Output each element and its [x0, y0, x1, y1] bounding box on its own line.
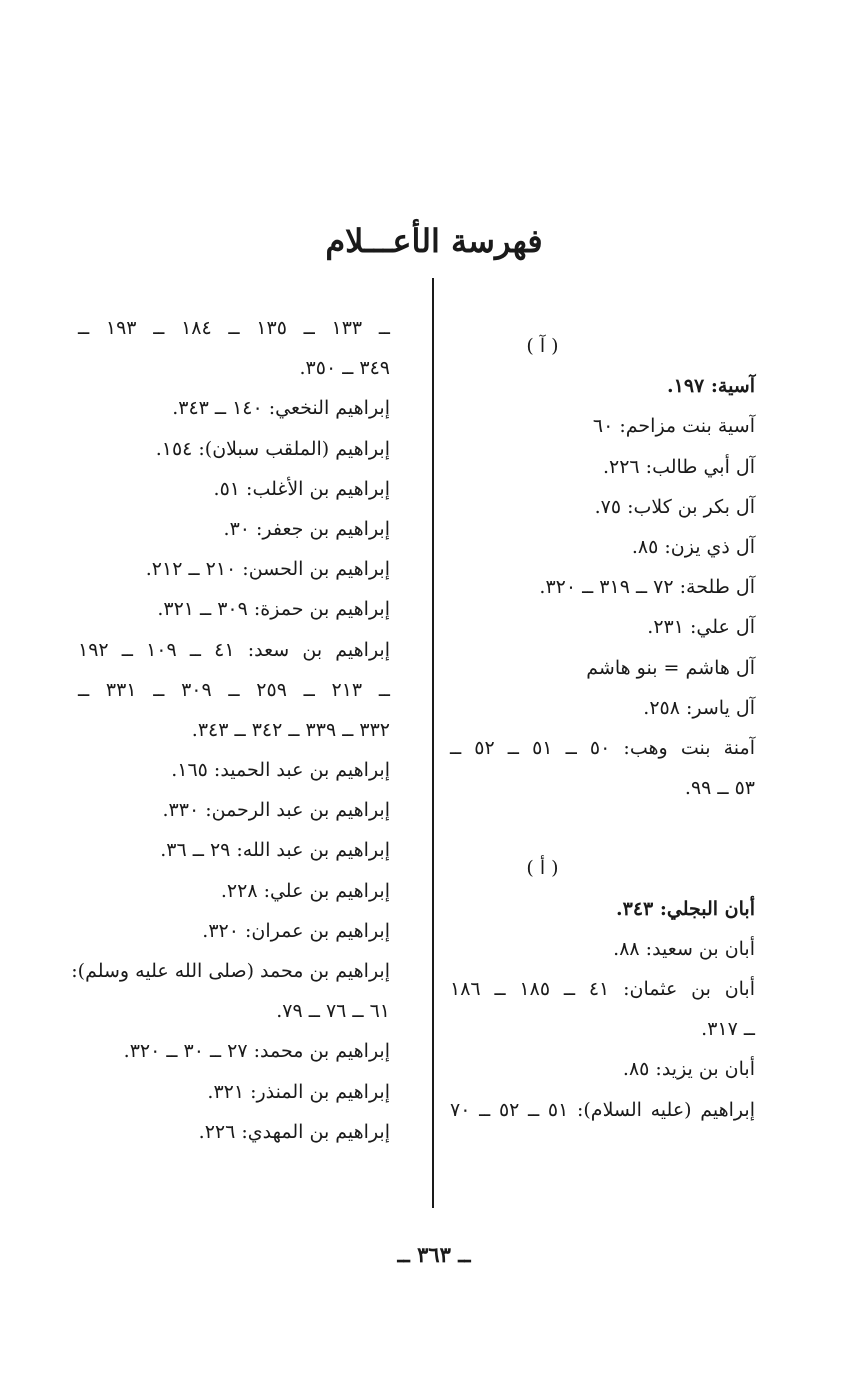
index-entry-line: إبراهيم بن عبد الرحمن: ٣٣٠. [162, 799, 390, 822]
section-gap [450, 808, 755, 848]
index-entry-line: إبراهيم بن عمران: ٣٢٠. [202, 919, 390, 942]
index-entry-line: ــ ٢١٣ ــ ٢٥٩ ــ ٣٠٩ ــ ٣٣١ ــ [78, 678, 390, 701]
index-entry-line: إبراهيم بن المنذر: ٣٢١. [207, 1080, 390, 1103]
index-entry-line: أبان بن يزيد: ٨٥. [622, 1058, 755, 1081]
section-letter-heading: ( آ ) [526, 335, 559, 357]
index-entry-line: إبراهيم بن عبد الله: ٢٩ ــ ٣٦. [160, 839, 390, 862]
index-entry-line: آل علي: ٢٣١. [647, 616, 755, 639]
index-entry-line: إبراهيم (الملقب سبلان): ١٥٤. [155, 437, 390, 460]
index-entry-line: ٣٣٢ ــ ٣٣٩ ــ ٣٤٢ ــ ٣٤٣. [191, 718, 390, 741]
index-entry-line: آل أبي طالب: ٢٢٦. [602, 455, 755, 478]
index-entry-line: ــ ١٣٣ ــ ١٣٥ ــ ١٨٤ ــ ١٩٣ ــ [78, 317, 390, 339]
index-entry-line: آل بكر بن كلاب: ٧٥. [594, 495, 755, 518]
right-column [450, 326, 755, 1130]
index-entry-line: إبراهيم (عليه السلام): ٥١ ــ ٥٢ ــ ٧٠ [450, 1098, 755, 1121]
index-entry-line: إبراهيم بن المهدي: ٢٢٦. [198, 1120, 390, 1143]
index-entry-line: إبراهيم بن سعد: ٤١ ــ ١٠٩ ــ ١٩٢ [78, 638, 390, 661]
index-entry-line: أبان بن عثمان: ٤١ ــ ١٨٥ ــ ١٨٦ [450, 978, 756, 1000]
index-entry-line: ٥٣ ــ ٩٩. [684, 777, 755, 800]
page-number: ــ ٣٦٣ ــ [397, 1242, 471, 1267]
page-title: فهرسة الأعـــلام [325, 222, 543, 260]
index-entry-line: ــ ٣١٧. [701, 1018, 755, 1041]
section-letter-heading: ( أ ) [526, 857, 559, 880]
index-entry-line: آل هاشم = بنو هاشم [586, 656, 755, 679]
index-entry-line: إبراهيم بن علي: ٢٢٨. [220, 879, 390, 902]
index-entry-line: إبراهيم بن محمد: ٢٧ ــ ٣٠ ــ ٣٢٠. [123, 1040, 390, 1063]
index-entry-line: أبان بن سعيد: ٨٨. [613, 937, 755, 960]
index-entry-line: إبراهيم بن الأغلب: ٥١. [213, 477, 390, 500]
index-entry-line: إبراهيم بن محمد (صلى الله عليه وسلم): [71, 960, 390, 982]
column-divider [432, 278, 434, 1208]
index-entry-line: آمنة بنت وهب: ٥٠ ــ ٥١ ــ ٥٢ ــ [450, 736, 755, 759]
index-entry-line: إبراهيم بن حمزة: ٣٠٩ ــ ٣٢١. [157, 598, 390, 621]
index-entry-line: ٣٤٩ ــ ٣٥٠. [299, 357, 390, 380]
index-entry-line: أبان البجلي: ٣٤٣. [616, 897, 755, 920]
left-column [71, 308, 390, 1152]
index-entry-line: آل ذي يزن: ٨٥. [631, 535, 755, 558]
index-entry-line: إبراهيم بن جعفر: ٣٠. [223, 517, 390, 540]
index-entry-line: آل ياسر: ٢٥٨. [643, 696, 755, 719]
index-entry-line: إبراهيم النخعي: ١٤٠ ــ ٣٤٣. [172, 397, 390, 420]
index-entry-line: ٦١ ــ ٧٦ ــ ٧٩. [276, 1000, 390, 1023]
index-entry-line: آل طلحة: ٧٢ ــ ٣١٩ ــ ٣٢٠. [539, 576, 755, 599]
index-entry-line: إبراهيم بن عبد الحميد: ١٦٥. [171, 759, 390, 782]
index-entry-line: إبراهيم بن الحسن: ٢١٠ ــ ٢١٢. [145, 558, 390, 581]
index-entry-line: آسية بنت مزاحم: ٦٠ [592, 415, 755, 438]
index-entry-line: آسية: ١٩٧. [667, 375, 755, 398]
